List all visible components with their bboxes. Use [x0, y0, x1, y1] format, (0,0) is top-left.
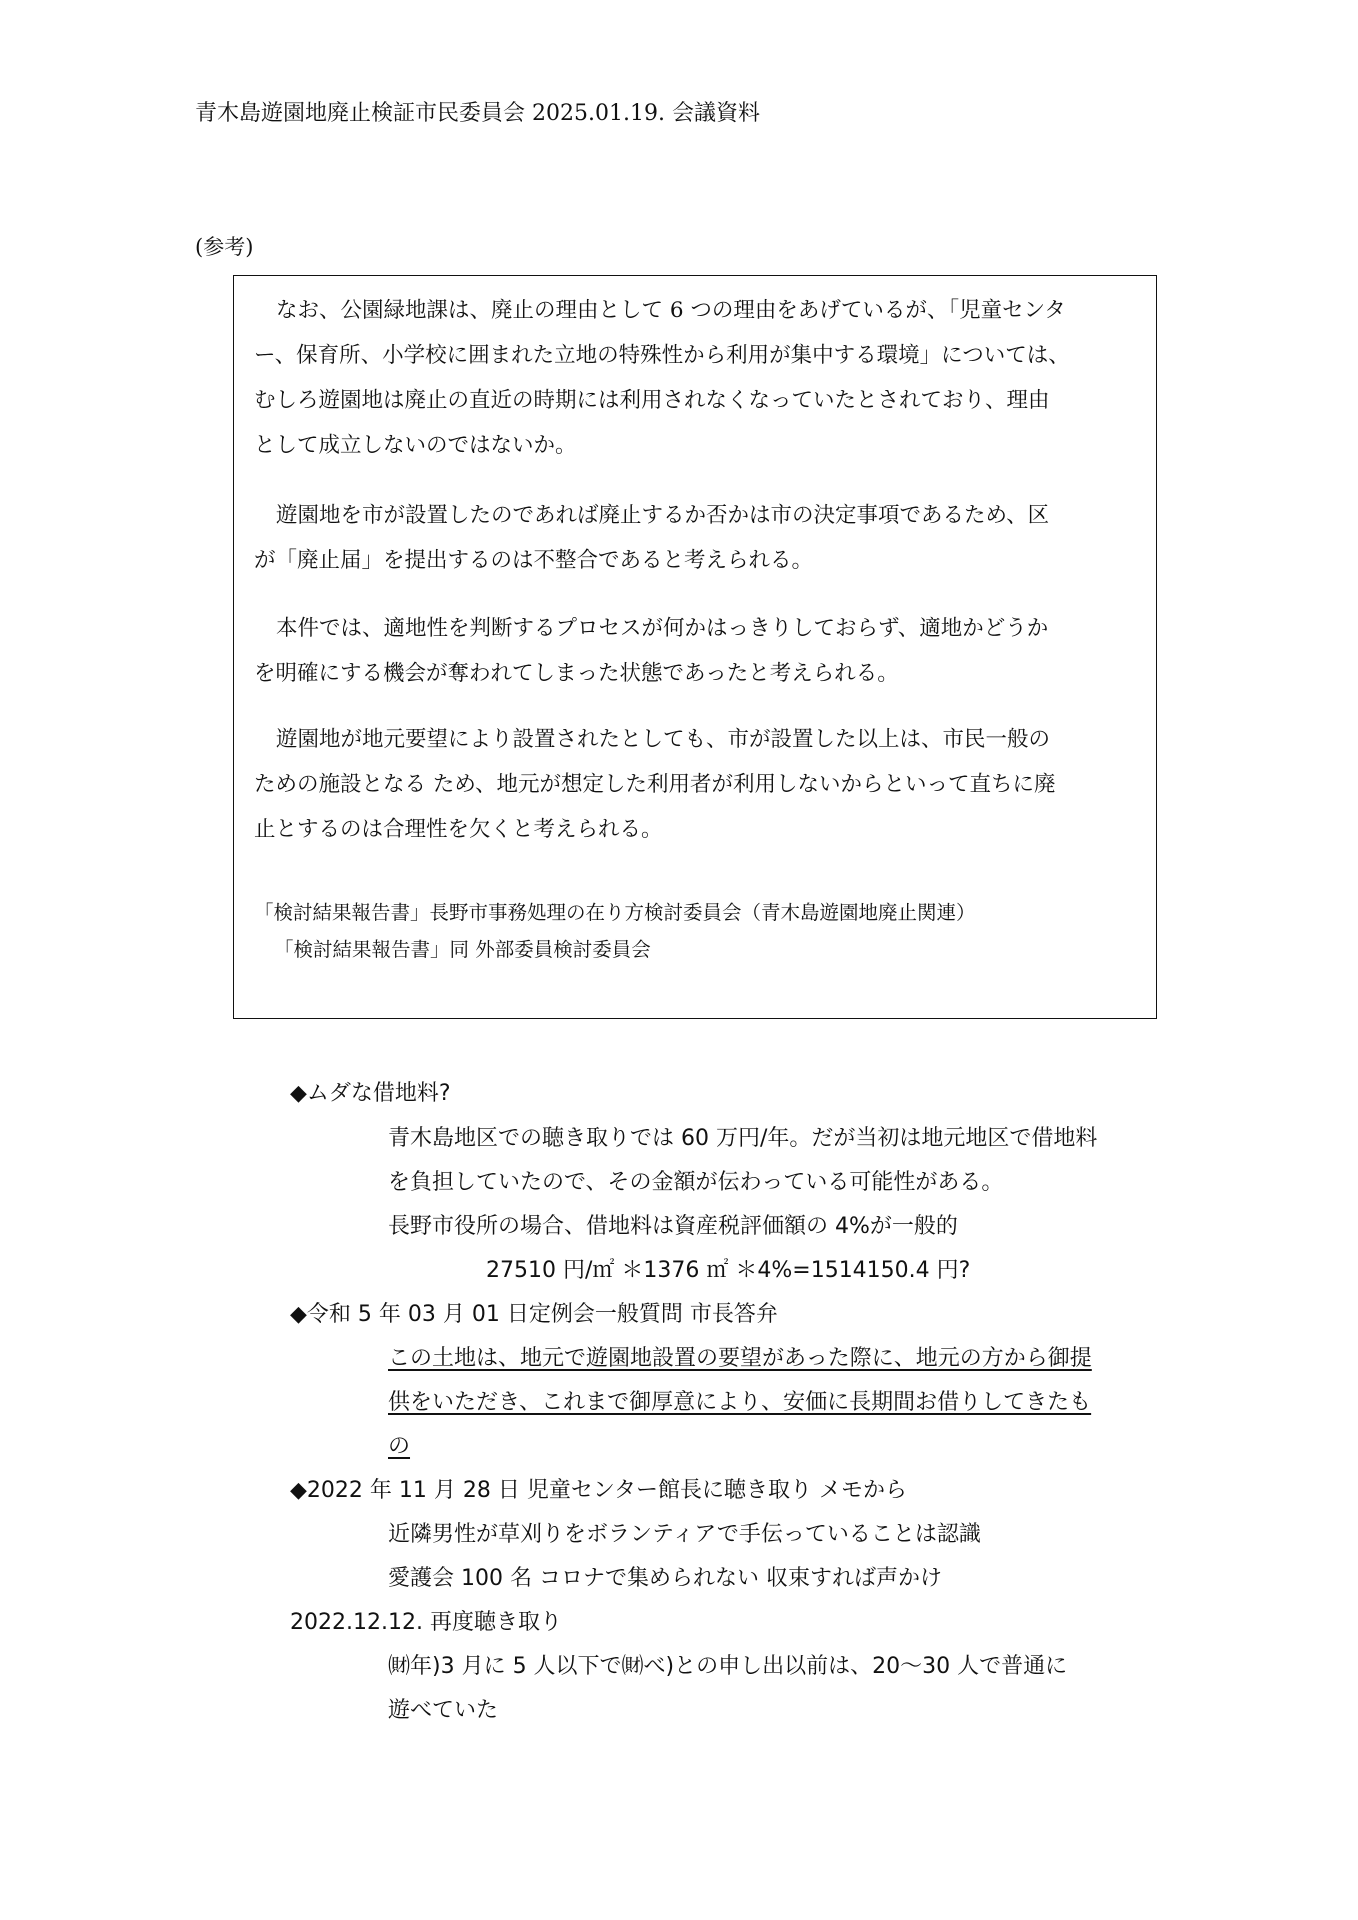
- box-paragraph-line: 遊園地を市が設置したのであれば廃止するか否かは市の決定事項であるため、区: [276, 503, 1050, 528]
- council-quote-line: の: [388, 1434, 411, 1459]
- box-paragraph-line: 本件では、適地性を判断するプロセスが何かはっきりしておらず、適地かどうか: [276, 616, 1049, 641]
- box-paragraph-line: を明確にする機会が奪われてしまった状態であったと考えられる。: [254, 661, 899, 686]
- box-paragraph-3: [254, 606, 1048, 696]
- reinterview-heading: 2022.12.12. 再度聴き取り: [290, 1610, 562, 1635]
- reference-box: [233, 275, 1157, 1019]
- box-paragraph-line: ための施設となる ため、地元が想定した利用者が利用しないからといって直ちに廃: [254, 772, 1056, 797]
- interview-line: 近隣男性が草刈りをボランティアで手伝っていることは認識: [388, 1522, 981, 1547]
- rent-formula: 27510 円/㎡ ＊1376 ㎡ ＊4%=1514150.4 円?: [486, 1258, 971, 1283]
- reference-label: (参考): [195, 235, 254, 259]
- interview-line: 愛護会 100 名 コロナで集められない 収束すれば声かけ: [388, 1566, 942, 1591]
- box-paragraph-line: なお、公園緑地課は、廃止の理由として 6 つの理由をあげているが、「児童センタ: [276, 298, 1066, 323]
- box-paragraph-line: が「廃止届」を提出するのは不整合であると考えられる。: [254, 548, 814, 573]
- box-paragraph-line: 遊園地が地元要望により設置されたとしても、市が設置した以上は、市民一般の: [276, 727, 1051, 752]
- council-heading: ◆令和 5 年 03 月 01 日定例会一般質問 市長答弁: [290, 1302, 778, 1327]
- box-paragraph-line: として成立しないのではないか。: [254, 433, 577, 458]
- box-paragraph-1: [254, 288, 1070, 468]
- rent-line: を負担していたので、その金額が伝わっている可能性がある。: [388, 1170, 1004, 1195]
- rent-line: 青木島地区での聴き取りでは 60 万円/年。だが当初は地元地区で借地料: [388, 1126, 1098, 1151]
- rent-heading: ◆ムダな借地料?: [290, 1081, 451, 1106]
- box-paragraph-2: [254, 493, 1049, 583]
- box-paragraph-line: 止とするのは合理性を欠くと考えられる。: [254, 817, 663, 842]
- reinterview-line: 遊べていた: [388, 1698, 499, 1723]
- reference-citation-1: 「検討結果報告書」長野市事務処理の在り方検討委員会（青木島遊園地廃止関連）: [254, 901, 976, 924]
- rent-line: 長野市役所の場合、借地料は資産税評価額の 4%が一般的: [388, 1214, 958, 1239]
- reinterview-line: ㈶年)3 月に 5 人以下で㈶べ)との申し出以前は、20〜30 人で普通に: [388, 1654, 1068, 1679]
- interview-heading: ◆2022 年 11 月 28 日 児童センター館長に聴き取り メモから: [290, 1478, 907, 1503]
- council-quote-line: 供をいただき、これまで御厚意により、安価に長期間お借りしてきたも: [388, 1390, 1092, 1415]
- council-quote-line: この土地は、地元で遊園地設置の要望があった際に、地元の方から御提: [388, 1346, 1092, 1371]
- box-paragraph-line: むしろ遊園地は廃止の直近の時期には利用されなくなっていたとされており、理由: [254, 388, 1050, 413]
- box-paragraph-line: ー、保育所、小学校に囲まれた立地の特殊性から利用が集中する環境」については、: [254, 343, 1070, 368]
- document-header: 青木島遊園地廃止検証市民委員会 2025.01.19. 会議資料: [195, 101, 760, 126]
- reference-citation-2: 「検討結果報告書」同 外部委員検討委員会: [274, 938, 651, 961]
- box-paragraph-4: [254, 717, 1055, 852]
